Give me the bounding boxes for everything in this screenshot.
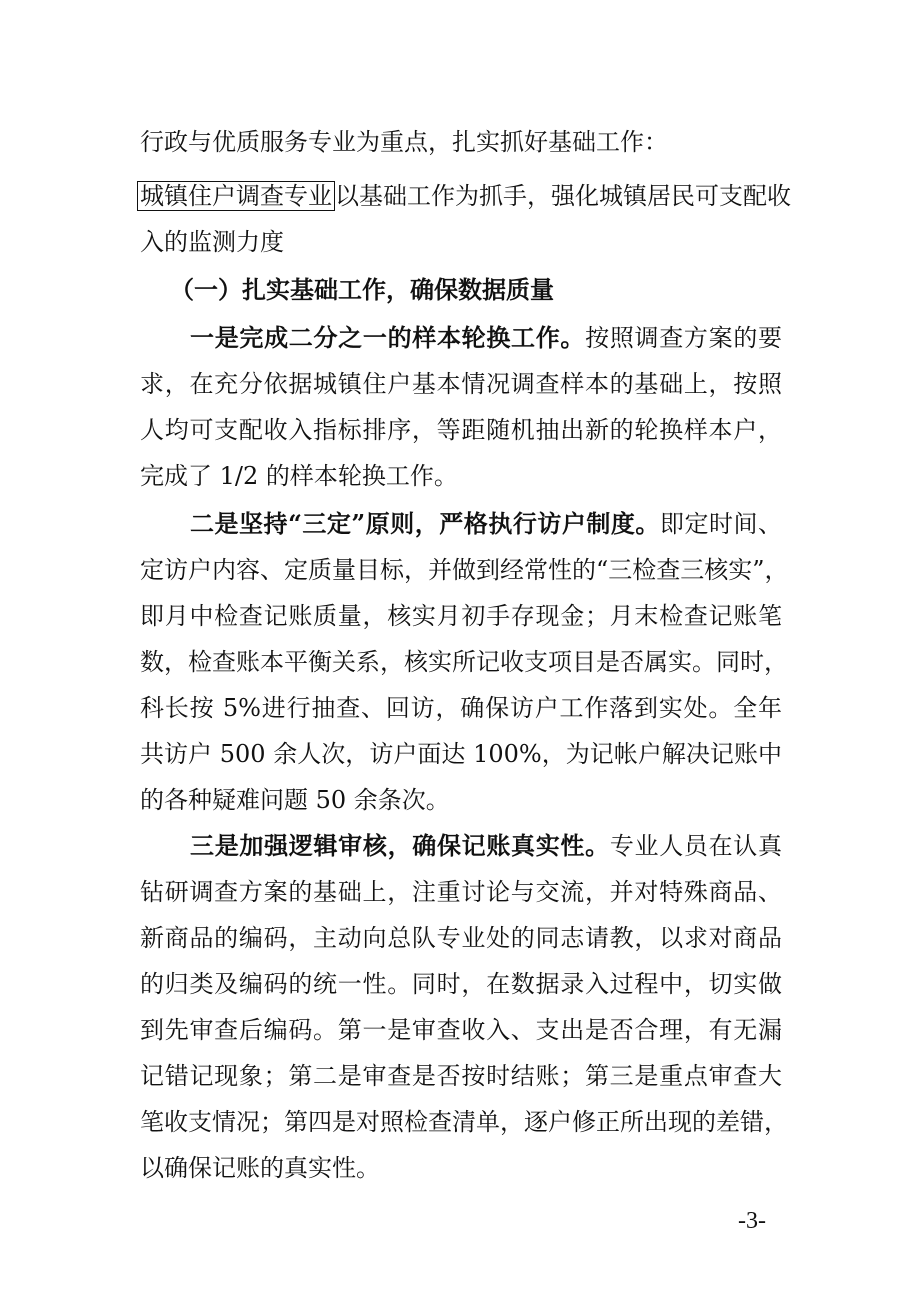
text-line: 钻研调查方案的基础上，注重讨论与交流，并对特殊商品、 bbox=[140, 878, 782, 906]
text-line: 行政与优质服务专业为重点，扎实抓好基础工作： bbox=[140, 128, 668, 156]
paragraph-lead-rest: 专业人员在认真 bbox=[609, 832, 783, 860]
paragraph-lead-rest: 按照调查方案的要 bbox=[585, 324, 783, 352]
paragraph-first-line bbox=[190, 322, 782, 354]
text-line: 新商品的编码，主动向总队专业处的同志请教，以求对商品 bbox=[140, 924, 782, 952]
paragraph-first-line bbox=[190, 830, 782, 862]
boxed-heading-rest: 以基础工作为抓手，强化城镇居民可支配收 bbox=[335, 182, 791, 210]
text-line: 即月中检查记账质量，核实月初手存现金；月末检查记账笔 bbox=[140, 602, 782, 630]
paragraph-first-line bbox=[190, 508, 782, 540]
boxed-heading-line bbox=[140, 180, 791, 212]
text-line: 共访户 500 余人次，访户面达 100%，为记帐户解决记账中 bbox=[140, 740, 782, 768]
section-heading: （一）扎实基础工作，确保数据质量 bbox=[170, 275, 554, 304]
paragraph-lead: 二是坚持“三定”原则，严格执行访户制度。 bbox=[190, 509, 660, 538]
text-line: 记错记现象；第二是审查是否按时结账；第三是重点审查大 bbox=[140, 1062, 782, 1090]
text-line: 人均可支配收入指标排序，等距随机抽出新的轮换样本户， bbox=[140, 416, 782, 444]
text-line: 求，在充分依据城镇住户基本情况调查样本的基础上，按照 bbox=[140, 370, 782, 398]
text-line: 笔收支情况；第四是对照检查清单，逐户修正所出现的差错， bbox=[140, 1108, 788, 1136]
text-line: 定访户内容、定质量目标，并做到经常性的“三检查三核实”， bbox=[140, 556, 789, 584]
text-line: 到先审查后编码。第一是审查收入、支出是否合理，有无漏 bbox=[140, 1016, 782, 1044]
boxed-heading: 城镇住户调查专业 bbox=[137, 181, 335, 211]
text-line: 完成了 1/2 的样本轮换工作。 bbox=[140, 462, 458, 490]
paragraph-lead: 三是加强逻辑审核，确保记账真实性。 bbox=[190, 831, 610, 860]
text-line: 的各种疑难问题 50 余条次。 bbox=[140, 786, 450, 814]
text-line: 的归类及编码的统一性。同时，在数据录入过程中，切实做 bbox=[140, 970, 782, 998]
text-line: 入的监测力度 bbox=[140, 228, 284, 256]
paragraph-lead: 一是完成二分之一的样本轮换工作。 bbox=[190, 323, 586, 352]
text-line: 以确保记账的真实性。 bbox=[140, 1154, 380, 1182]
text-line: 数，检查账本平衡关系，核实所记收支项目是否属实。同时， bbox=[140, 648, 788, 676]
paragraph-lead-rest: 即定时间、 bbox=[659, 510, 783, 538]
text-line: 科长按 5%进行抽查、回访，确保访户工作落到实处。全年 bbox=[140, 694, 782, 722]
page-number: -3- bbox=[738, 1208, 766, 1234]
